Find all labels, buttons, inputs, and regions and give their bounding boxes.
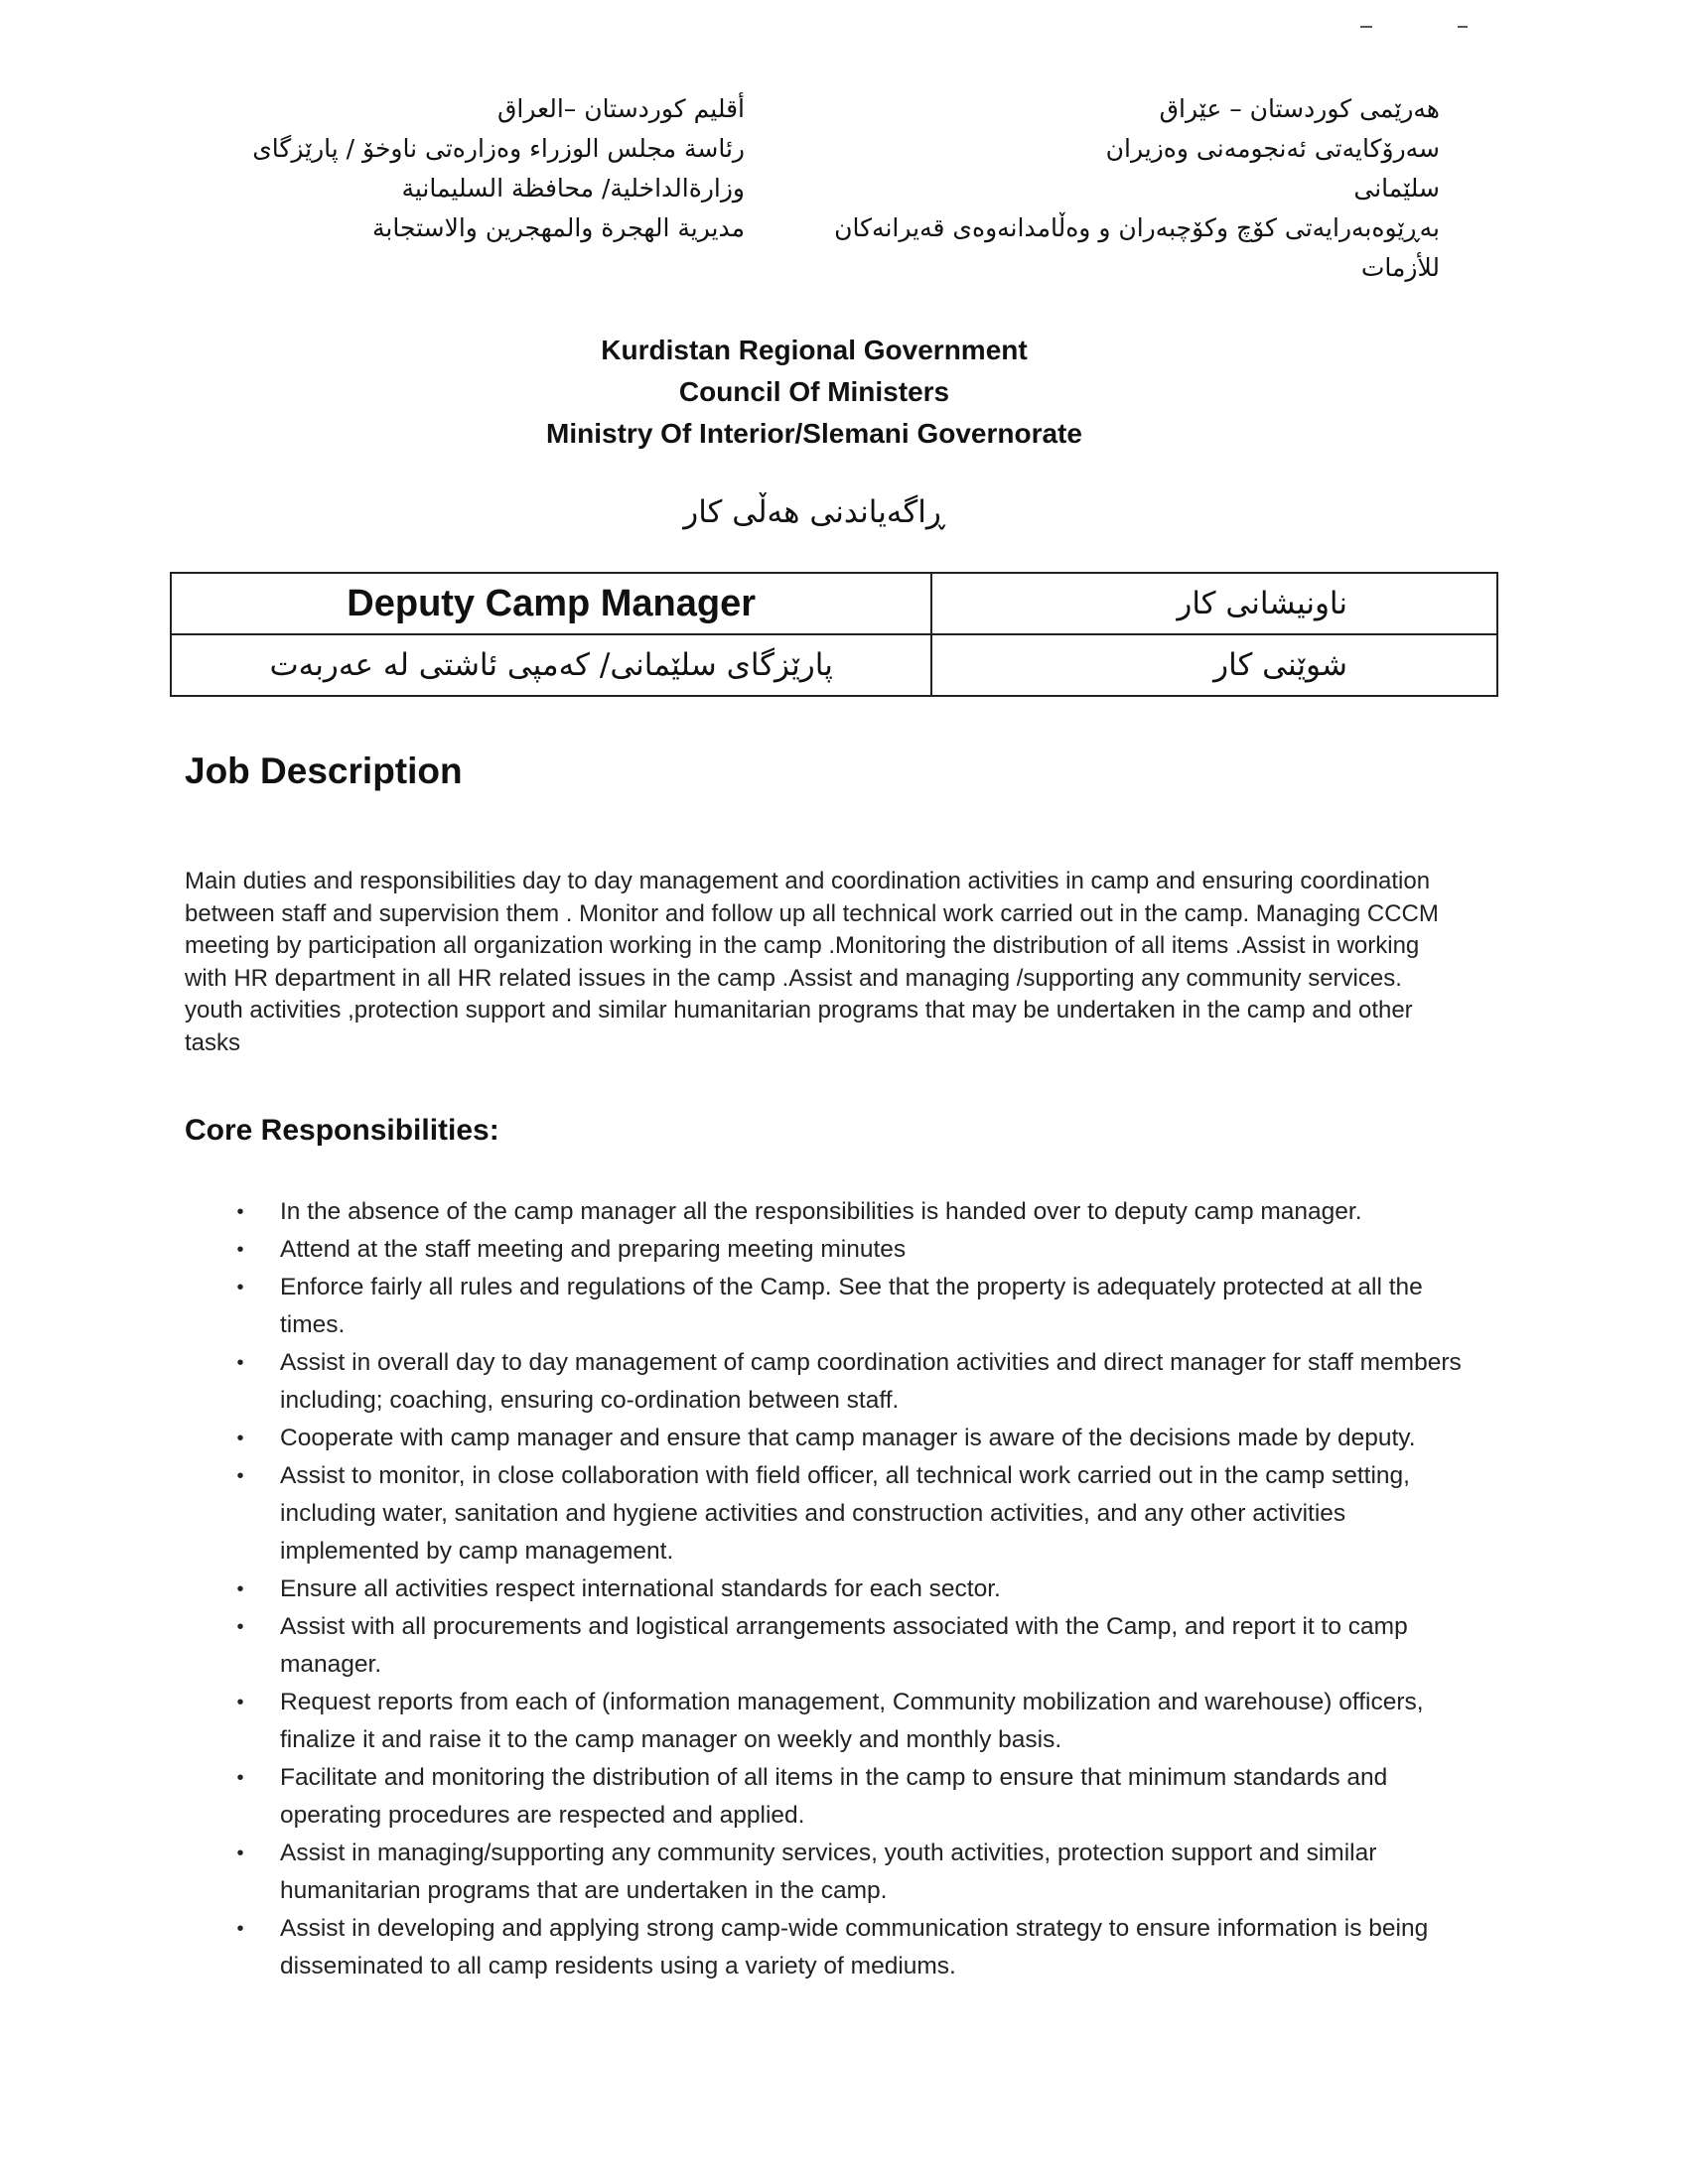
arabic-header-line: مديرية الهجرة والمهجرين والاستجابة [372, 213, 745, 242]
list-item-text: In the absence of the camp manager all the responsibilities is handed over to deputy camp manager. [280, 1198, 1362, 1225]
kurdish-header-line: بەڕێوەبەرایەتی کۆچ وکۆچبەران و وەڵامدانەوەی قەیرانەکان [834, 213, 1440, 242]
list-item-text: Assist in overall day to day management of camp coordination activities and direct manager for staff members including; coaching, ensuring co-ordination between staff. [280, 1349, 1462, 1414]
kurdish-header-line: سەرۆکایەتی ئەنجومەنی وەزیران [1105, 134, 1440, 163]
bullet-icon: • [236, 1465, 244, 1487]
table-row [171, 573, 1497, 634]
government-line: Kurdistan Regional Government [601, 335, 1028, 365]
job-notice-title: ڕاگەیاندنی هەڵی کار [683, 494, 945, 530]
government-heading [0, 330, 1628, 455]
list-item [230, 1269, 1481, 1344]
arabic-header-line: وزارةالداخلية/ محافظة السليمانية [401, 174, 745, 203]
bullet-icon: • [236, 1616, 244, 1638]
government-line: Council Of Ministers [678, 376, 950, 407]
list-item-text: Enforce fairly all rules and regulations of the Camp. See that the property is adequately protected at all the times. [280, 1274, 1423, 1338]
list-item [230, 1193, 1481, 1231]
list-item-text: Request reports from each of (information management, Community mobilization and warehouse) officers, finalize it and raise it to the camp manager on weekly and monthly basis. [280, 1689, 1424, 1753]
list-item [230, 1910, 1481, 1985]
list-item-text: Assist with all procurements and logistical arrangements associated with the Camp, and report it to camp manager. [280, 1613, 1408, 1678]
bullet-icon: • [236, 1277, 244, 1298]
scan-mark [1458, 26, 1468, 28]
job-title-value: Deputy Camp Manager [347, 582, 757, 624]
job-location-value: پارێزگای سلێمانی/ کەمپی ئاشتی لە عەربەت [269, 647, 833, 683]
arabic-header [228, 89, 745, 248]
list-item [230, 1570, 1481, 1608]
list-item [230, 1835, 1481, 1910]
bullet-icon: • [236, 1692, 244, 1713]
kurdish-header-line: هەرێمی کوردستان – عێراق [1159, 94, 1440, 123]
list-item [230, 1684, 1481, 1759]
bullet-icon: • [236, 1239, 244, 1261]
kurdish-header-line: للأزمات [1360, 253, 1440, 282]
bullet-icon: • [236, 1352, 244, 1374]
list-item [230, 1759, 1481, 1835]
job-description-heading: Job Description [185, 751, 463, 791]
kurdish-header [804, 89, 1440, 288]
bullet-icon: • [236, 1918, 244, 1940]
job-location-label: شوێنی کار [931, 634, 1497, 696]
list-item [230, 1608, 1481, 1684]
bullet-icon: • [236, 1428, 244, 1449]
arabic-header-line: أقليم كوردستان –العراق [497, 94, 745, 123]
list-item [230, 1344, 1481, 1420]
core-responsibilities-heading: Core Responsibilities: [185, 1114, 499, 1147]
list-item-text: Attend at the staff meeting and preparing meeting minutes [280, 1236, 907, 1263]
bullet-icon: • [236, 1843, 244, 1864]
kurdish-header-line: سلێمانی [1353, 174, 1440, 203]
job-description-text: Main duties and responsibilities day to day management and coordination activities in camp and ensuring coordination between staff and supervision them . Monitor and follow up all technical work carried out in the camp. Managing CCCM meeting by participation all organization working in the camp .Monitoring the distribution of all items .Assist in working with HR department in all HR related issues in the camp .Assist and managing /supporting any community services. youth activities ,protection support and similar humanitarian programs that may be undertaken in the camp and other tasks [185, 868, 1439, 1056]
list-item-text: Facilitate and monitoring the distribution of all items in the camp to ensure that minimum standards and operating procedures are respected and applied. [280, 1764, 1388, 1829]
list-item [230, 1231, 1481, 1269]
bullet-icon: • [236, 1767, 244, 1789]
job-location-cell [171, 634, 931, 696]
list-item-text: Assist to monitor, in close collaboration with field officer, all technical work carried out in the camp setting, including water, sanitation and hygiene activities and construction activities, and any other activities implemented by camp management. [280, 1462, 1410, 1565]
job-title-cell [171, 573, 931, 634]
government-line: Ministry Of Interior/Slemani Governorate [546, 418, 1082, 449]
bullet-icon: • [236, 1578, 244, 1600]
list-item-text: Ensure all activities respect international standards for each sector. [280, 1575, 1001, 1602]
arabic-header-line: رئاسة مجلس الوزراء وەزارەتی ناوخۆ / پارێزگای [252, 134, 745, 163]
scan-mark [1360, 26, 1372, 28]
responsibilities-list [230, 1193, 1481, 1985]
job-title-label: ناونیشانی کار [931, 573, 1497, 634]
list-item-text: Assist in developing and applying strong camp-wide communication strategy to ensure information is being disseminated to all camp residents using a variety of mediums. [280, 1915, 1429, 1979]
list-item-text: Cooperate with camp manager and ensure that camp manager is aware of the decisions made by deputy. [280, 1425, 1416, 1451]
list-item-text: Assist in managing/supporting any community services, youth activities, protection support and similar humanitarian programs that are undertaken in the camp. [280, 1840, 1377, 1904]
table-row [171, 634, 1497, 696]
list-item [230, 1420, 1481, 1457]
list-item [230, 1457, 1481, 1570]
bullet-icon: • [236, 1201, 244, 1223]
job-info-table [170, 572, 1498, 697]
